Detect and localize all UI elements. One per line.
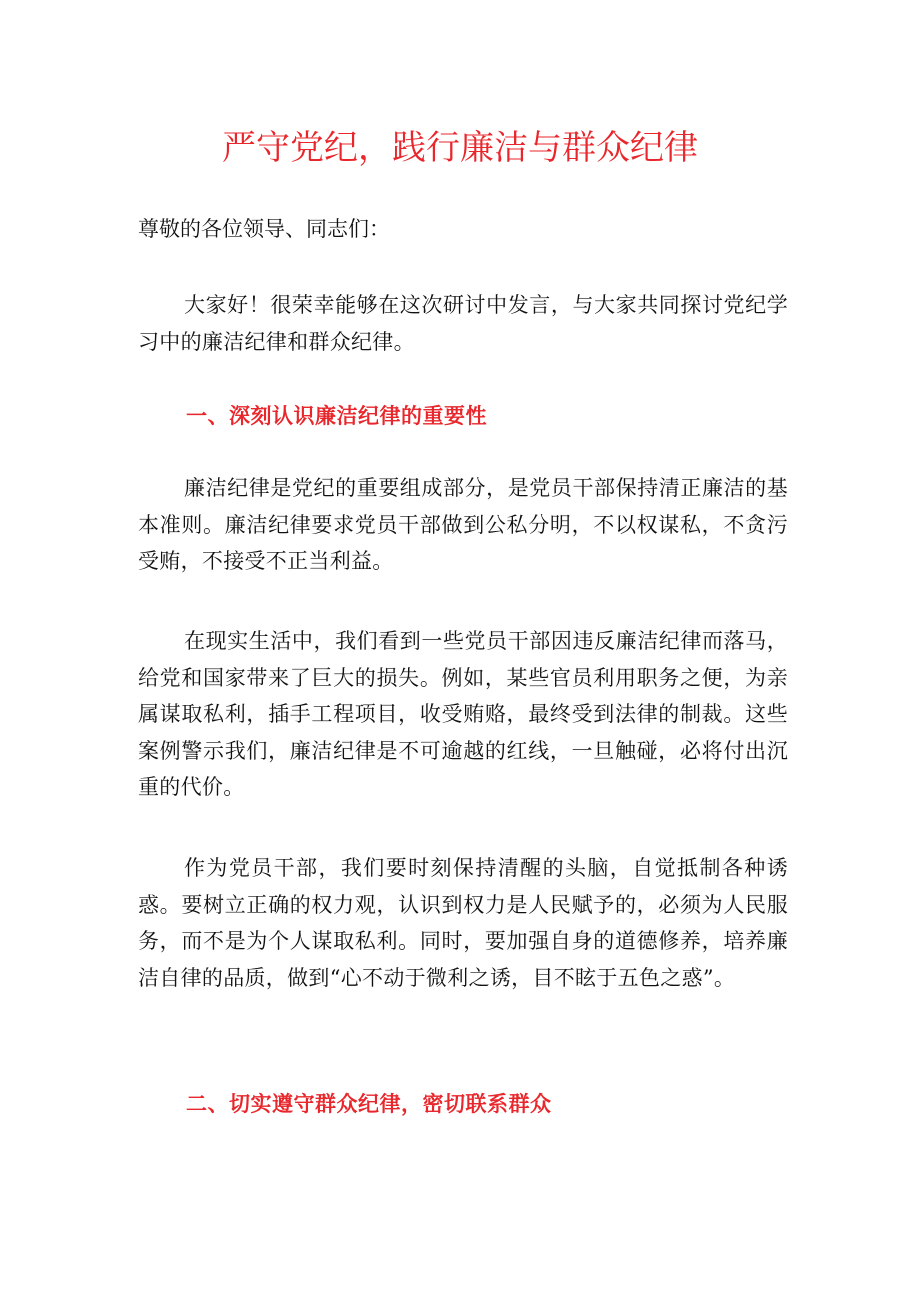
section-one-heading: 一、深刻认识廉洁纪律的重要性 xyxy=(186,403,487,428)
salutation: 尊敬的各位领导、同志们： xyxy=(138,217,390,241)
intro-paragraph: 大家好！很荣幸能够在这次研讨中发言，与大家共同探讨党纪学习中的廉洁纪律和群众纪律。 xyxy=(138,293,788,354)
section-one-paragraph-2: 在现实生活中，我们看到一些党员干部因违反廉洁纪律而落马，给党和国家带来了巨大的损失。例如，某些官员利用职务之便，为亲属谋取私利，插手工程项目，收受贿赂，最终受到法律的制裁。这些案例警示我们，廉洁纪律是不可逾越的红线，一旦触碰，必将付出沉重的代价。 xyxy=(138,629,788,799)
section-one-paragraph-1: 廉洁纪律是党纪的重要组成部分，是党员干部保持清正廉洁的基本准则。廉洁纪律要求党员干部做到公私分明，不以权谋私，不贪污受贿，不接受不正当利益。 xyxy=(138,476,788,573)
document-title: 严守党纪，践行廉洁与群众纪律 xyxy=(222,128,698,168)
section-one-paragraph-3: 作为党员干部，我们要时刻保持清醒的头脑，自觉抵制各种诱惑。要树立正确的权力观，认识到权力是人民赋予的，必须为人民服务，而不是为个人谋取私利。同时，要加强自身的道德修养，培养廉洁自律的品质，做到“心不动于微利之诱，目不眩于五色之惑”。 xyxy=(138,856,788,990)
section-two-heading: 二、切实遵守群众纪律，密切联系群众 xyxy=(186,1091,552,1116)
